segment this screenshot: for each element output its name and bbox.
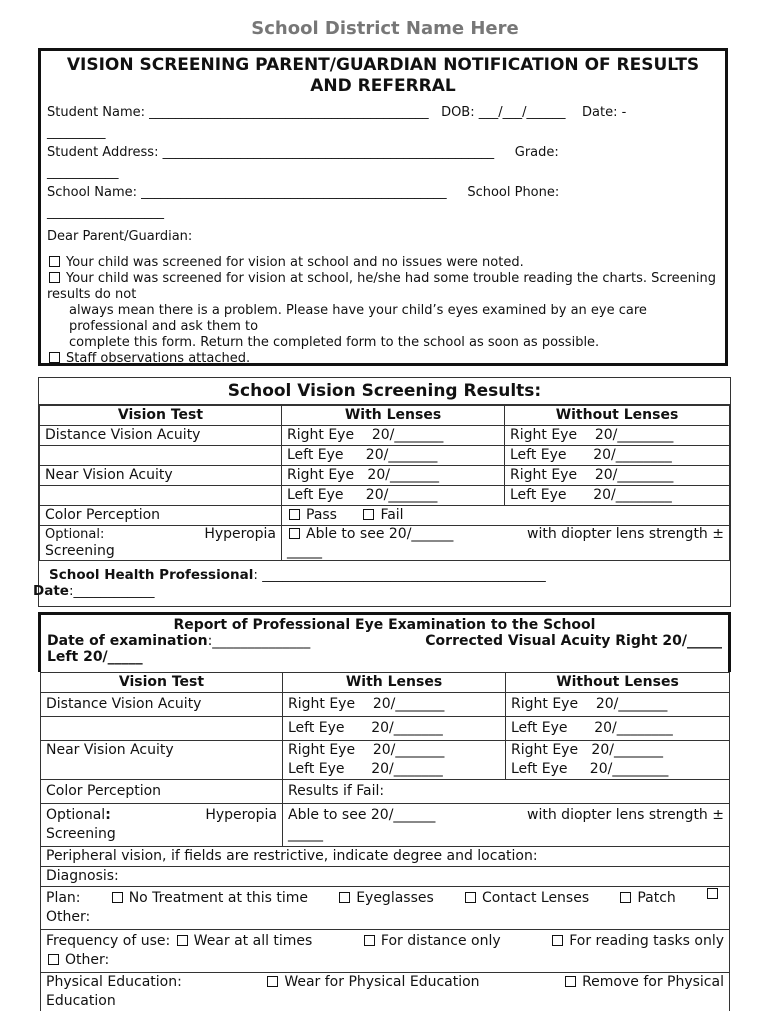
distance-left-with[interactable]: Left Eye 20/_______ <box>283 717 506 741</box>
screening-word: Screening <box>46 826 116 842</box>
checkbox-reading[interactable] <box>552 935 563 946</box>
diopter-label: with diopter lens strength ± <box>527 807 724 823</box>
student-address-line-cont: ___________ <box>47 165 119 180</box>
near-right-without[interactable]: Right Eye 20/_______ <box>511 742 663 758</box>
option-no-issues-label: Your child was screened for vision at school and no issues were noted. <box>66 255 524 270</box>
corrected-left: Left 20/_____ <box>47 649 143 665</box>
diopter-label: with diopter lens strength ± <box>527 526 724 542</box>
hyperopia-label: Hyperopia <box>204 526 276 542</box>
blank-cell <box>40 486 282 506</box>
distance-only-label: For distance only <box>380 933 501 949</box>
frequency-row <box>41 930 730 973</box>
student-name-line-cont: _________ <box>47 125 106 140</box>
professional-label: School Health Professional <box>49 567 254 583</box>
hyperopia-label: Hyperopia <box>205 807 277 823</box>
checkbox-patch[interactable] <box>620 892 631 903</box>
frequency-label: Frequency of use: <box>46 933 171 949</box>
able-label: Able to see 20/______ <box>306 526 454 542</box>
pass-label: Pass <box>306 507 337 523</box>
distance-right-without[interactable]: Right Eye 20/_______ <box>506 693 730 717</box>
distance-left-with[interactable]: Left Eye 20/_______ <box>282 446 505 466</box>
col-without-lenses: Without Lenses <box>506 673 730 693</box>
checkbox-fail[interactable] <box>363 509 374 520</box>
color-pass-fail <box>282 506 730 526</box>
checkbox-pass[interactable] <box>289 509 300 520</box>
near-left-without[interactable]: Left Eye 20/________ <box>511 761 669 777</box>
distance-left-without[interactable]: Left Eye 20/________ <box>505 446 730 466</box>
option-trouble <box>47 271 719 303</box>
report-date-row <box>47 633 722 649</box>
checkbox-trouble[interactable] <box>49 272 60 283</box>
row-distance: Distance Vision Acuity <box>40 426 282 446</box>
near-left-without[interactable]: Left Eye 20/________ <box>505 486 730 506</box>
row-near: Near Vision Acuity <box>41 741 283 780</box>
plan-other-label: Other: <box>46 909 91 925</box>
option-staff <box>47 351 719 367</box>
option-trouble-label: Your child was screened for vision at school, he/she had some trouble reading the charts. Screening results do not <box>47 271 716 302</box>
row-optional <box>41 804 283 847</box>
district-name: School District Name Here <box>251 18 519 39</box>
near-without <box>506 741 730 780</box>
option-staff-label: Staff observations attached. <box>66 351 251 366</box>
report-title: Report of Professional Eye Examination to the School <box>173 617 596 633</box>
exam-date-label: Date of examination <box>47 633 208 649</box>
screening-title: School Vision Screening Results: <box>39 378 730 405</box>
eyeglasses-label: Eyeglasses <box>356 890 434 906</box>
professional-line[interactable]: : __________________________________________ <box>253 567 546 583</box>
checkbox-no-issues[interactable] <box>49 256 60 267</box>
plan-row <box>41 887 730 930</box>
col-with-lenses: With Lenses <box>283 673 506 693</box>
hyperopia-result <box>282 526 730 561</box>
col-vision-test: Vision Test <box>40 406 282 426</box>
distance-left-without[interactable]: Left Eye 20/________ <box>506 717 730 741</box>
able-label[interactable]: Able to see 20/______ <box>288 807 436 823</box>
notification-box <box>38 48 728 366</box>
school-health-professional <box>39 561 730 583</box>
pe-wear-label: Wear for Physical Education <box>284 974 480 990</box>
col-vision-test: Vision Test <box>41 673 283 693</box>
student-name-line: Student Name: ___________________________________________ DOB: ___/___/______ Date: - <box>47 105 627 120</box>
near-left-with[interactable]: Left Eye 20/_______ <box>288 761 443 777</box>
notification-title: VISION SCREENING PARENT/GUARDIAN NOTIFICATION OF RESULTS AND REFERRAL <box>66 55 700 96</box>
col-without-lenses: Without Lenses <box>505 406 730 426</box>
corrected-acuity: Corrected Visual Acuity Right 20/_____ <box>425 633 722 649</box>
blank-cell <box>41 717 283 741</box>
near-with <box>283 741 506 780</box>
exam-date-line[interactable]: :______________ <box>207 633 311 649</box>
plan-label: Plan: <box>46 890 81 906</box>
peripheral-vision[interactable]: Peripheral vision, if fields are restrictive, indicate degree and location: <box>41 847 730 867</box>
fail-label: Fail <box>380 507 404 523</box>
row-color: Color Perception <box>41 780 283 804</box>
screening-table <box>39 405 730 561</box>
screening-date <box>33 583 155 599</box>
checkbox-able[interactable] <box>289 528 300 539</box>
student-address-line: Student Address: ___________________________________________________ Grade: <box>47 145 559 160</box>
diagnosis[interactable]: Diagnosis: <box>41 867 730 887</box>
row-optional <box>40 526 282 561</box>
near-right-without[interactable]: Right Eye 20/________ <box>505 466 730 486</box>
checkbox-distance-only[interactable] <box>364 935 375 946</box>
pe-remove-label: Remove for Physical <box>582 974 724 990</box>
option-no-issues <box>47 255 719 271</box>
optional-colon: : <box>105 807 111 823</box>
checkbox-contacts[interactable] <box>465 892 476 903</box>
greeting: Dear Parent/Guardian: <box>47 229 193 244</box>
near-left-with[interactable]: Left Eye 20/_______ <box>282 486 505 506</box>
diopter-line[interactable]: _____ <box>288 826 323 842</box>
row-distance: Distance Vision Acuity <box>41 693 283 717</box>
pe-remove-label-cont: Education <box>46 993 116 1009</box>
school-name-line: School Name: _______________________________________________ School Phone: <box>47 185 560 200</box>
date-label: Date <box>33 583 69 599</box>
reading-label: For reading tasks only <box>569 933 724 949</box>
row-near: Near Vision Acuity <box>40 466 282 486</box>
diopter-line: _____ <box>287 543 322 559</box>
pe-label: Physical Education: <box>46 974 182 990</box>
results-if-fail[interactable]: Results if Fail: <box>283 780 730 804</box>
professional-report-table <box>40 672 730 1011</box>
near-right-with[interactable]: Right Eye 20/_______ <box>288 742 445 758</box>
no-treatment-label: No Treatment at this time <box>128 890 309 906</box>
distance-right-without[interactable]: Right Eye 20/________ <box>505 426 730 446</box>
optional-label: Optional <box>46 807 106 823</box>
distance-right-with[interactable]: Right Eye 20/_______ <box>282 426 505 446</box>
date-line[interactable]: :____________ <box>68 583 155 599</box>
option-trouble-cont-2: complete this form. Return the completed form to the school as soon as possible. <box>69 335 600 350</box>
checkbox-eyeglasses[interactable] <box>339 892 350 903</box>
col-with-lenses: With Lenses <box>282 406 505 426</box>
row-color: Color Perception <box>40 506 282 526</box>
pe-row <box>41 973 730 1012</box>
optional-label: Optional: <box>45 527 105 542</box>
checkbox-plan-other[interactable] <box>707 888 718 899</box>
near-right-with[interactable]: Right Eye 20/_______ <box>282 466 505 486</box>
distance-right-with[interactable]: Right Eye 20/_______ <box>283 693 506 717</box>
checkbox-staff[interactable] <box>49 352 60 363</box>
contacts-label: Contact Lenses <box>481 890 590 906</box>
blank-cell <box>40 446 282 466</box>
checkbox-wear-all[interactable] <box>177 935 188 946</box>
patch-label: Patch <box>637 890 676 906</box>
screening-word: Screening <box>45 543 115 559</box>
professional-report-header <box>38 612 731 672</box>
wear-all-label: Wear at all times <box>193 933 313 949</box>
freq-other-label: Other: <box>65 952 110 968</box>
checkbox-freq-other[interactable] <box>48 954 59 965</box>
checkbox-pe-wear[interactable] <box>267 976 278 987</box>
school-name-line-cont: __________________ <box>47 205 164 220</box>
checkbox-no-treatment[interactable] <box>112 892 123 903</box>
hyperopia-result <box>283 804 730 847</box>
checkbox-pe-remove[interactable] <box>565 976 576 987</box>
option-trouble-cont-1: always mean there is a problem. Please have your child’s eyes examined by an eye care professional and ask them to <box>69 303 647 334</box>
screening-results-box <box>33 377 731 607</box>
